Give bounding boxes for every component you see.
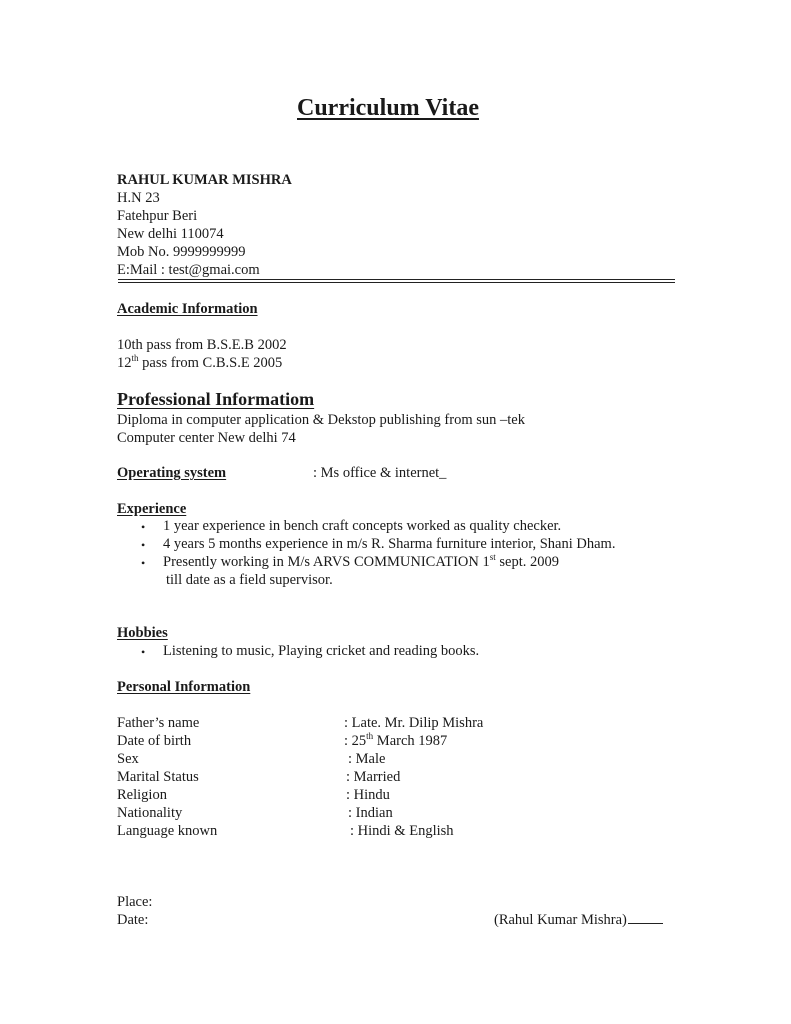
religion-value: : Hindu [346,787,390,803]
academic-line: 12th pass from C.B.S.E 2005 [117,353,283,371]
fathers-name-value: : Late. Mr. Dilip Mishra [344,715,484,731]
candidate-name: RAHUL KUMAR MISHRA [117,172,292,188]
experience-item-continuation: till date as a field supervisor. [166,572,333,588]
language-label: Language known [117,823,218,839]
bullet-icon: • [141,538,146,552]
hobby-item: Listening to music, Playing cricket and reading books. [163,643,480,659]
marital-status-value: : Married [346,769,401,785]
divider-rule [118,282,675,283]
professional-line: Computer center New delhi 74 [117,430,296,446]
experience-item: 1 year experience in bench craft concepts worked as quality checker. [163,518,562,534]
professional-heading: Professional Informatiom [117,389,315,409]
date-label: Date: [117,912,149,928]
signature-line [628,923,663,924]
page-title: Curriculum Vitae [297,95,479,121]
mobile-line: Mob No. 9999999999 [117,244,246,260]
academic-heading: Academic Information [117,301,258,317]
experience-item: Presently working in M/s ARVS COMMUNICATION 1st sept. 2009 [163,552,559,570]
language-value: : Hindi & English [350,823,454,839]
sex-value: : Male [348,751,386,767]
hobbies-heading: Hobbies [117,625,168,641]
religion-label: Religion [117,787,167,803]
operating-system-value: : Ms office & internet_ [313,465,447,481]
bullet-icon: • [141,520,146,534]
fathers-name-label: Father’s name [117,715,200,731]
sex-label: Sex [117,751,139,767]
nationality-label: Nationality [117,805,183,821]
address-line: New delhi 110074 [117,226,224,242]
email-line: E:Mail : test@gmai.com [117,262,260,278]
academic-line: 10th pass from B.S.E.B 2002 [117,337,287,353]
nationality-value: : Indian [348,805,393,821]
marital-status-label: Marital Status [117,769,199,785]
experience-item: 4 years 5 months experience in m/s R. Sharma furniture interior, Shani Dham. [163,536,616,552]
divider-rule [118,279,675,280]
experience-heading: Experience [117,501,187,517]
dob-label: Date of birth [117,733,192,749]
dob-value: : 25th March 1987 [344,731,448,749]
signature: (Rahul Kumar Mishra) [494,911,663,929]
operating-system-heading: Operating system [117,465,227,481]
personal-heading: Personal Information [117,679,251,695]
professional-line: Diploma in computer application & Dekstop publishing from sun –tek [117,412,525,428]
address-line: H.N 23 [117,190,160,206]
bullet-icon: • [141,645,146,659]
bullet-icon: • [141,556,146,570]
place-label: Place: [117,894,153,910]
address-line: Fatehpur Beri [117,208,198,224]
